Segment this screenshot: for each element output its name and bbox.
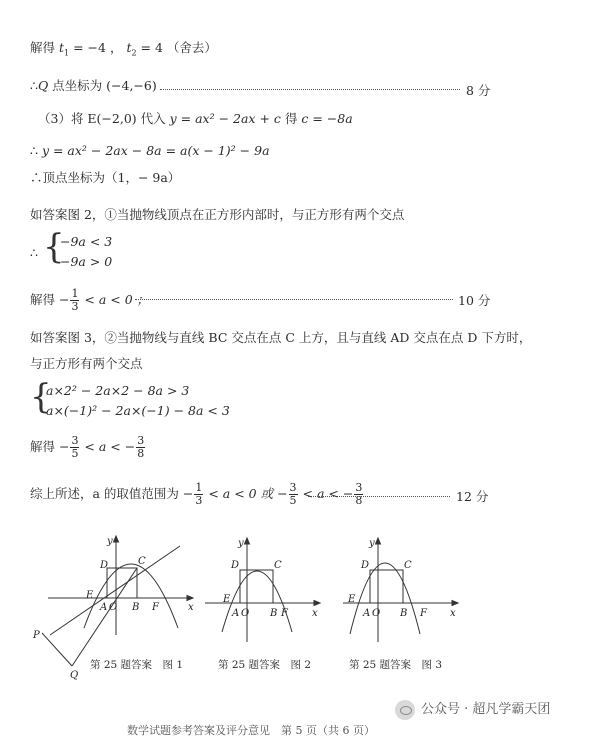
sub-2: 2 bbox=[131, 48, 137, 58]
label-c: C bbox=[274, 560, 282, 571]
square bbox=[240, 570, 273, 603]
system-1-row-1: −9a < 3 bbox=[60, 234, 113, 249]
case1-text: 如答案图 2，①当抛物线顶点在正方形内部时，与正方形有两个交点 bbox=[30, 207, 405, 222]
y-axis-label: y bbox=[369, 538, 375, 549]
fraction-1-3 bbox=[70, 288, 79, 313]
leader-dots bbox=[308, 496, 450, 497]
label-d: D bbox=[361, 560, 370, 571]
sub-1: 1 bbox=[64, 48, 70, 58]
solution-line-t-values bbox=[30, 40, 217, 62]
label-f: F bbox=[281, 608, 288, 619]
case-2-result bbox=[30, 435, 146, 460]
case-1-therefore: ∴ bbox=[30, 245, 38, 260]
label-e: E bbox=[86, 590, 94, 601]
solution-vertex-coordinates bbox=[30, 170, 180, 186]
label-o: O bbox=[109, 602, 118, 613]
case2-text-cont: 与正方形有两个交点 bbox=[30, 356, 143, 371]
square bbox=[370, 570, 403, 603]
case-2-intro-cont bbox=[30, 356, 143, 372]
range-text: < a < − bbox=[298, 486, 354, 501]
watermark-text: 公众号 · 超凡学霸天团 bbox=[421, 702, 551, 717]
numerator: 3 bbox=[137, 434, 145, 447]
solve-prefix: 解得 − bbox=[30, 439, 70, 454]
label-f: F bbox=[420, 608, 427, 619]
score-12: 12 分 bbox=[456, 489, 489, 504]
label-e: E bbox=[348, 594, 356, 605]
y-axis-arrow bbox=[376, 538, 381, 544]
system-1-row-2: −9a > 0 bbox=[60, 254, 113, 269]
eq-t2: = 4 （舍去） bbox=[136, 40, 217, 55]
case-1-intro bbox=[30, 207, 404, 223]
c-value: c = −8a bbox=[301, 111, 353, 126]
part3-mid: 得 bbox=[280, 111, 302, 126]
q-coordinate-text: 点坐标为 (−4,−6) bbox=[48, 78, 157, 93]
case2-text: 如答案图 3，②当抛物线与直线 BC 交点在点 C 上方，且与直线 AD 交点在点 D 下方时， bbox=[30, 330, 532, 345]
label-p: P bbox=[33, 630, 40, 641]
label-b: B bbox=[270, 608, 278, 619]
segment-pq bbox=[42, 633, 72, 666]
fraction-3-5 bbox=[289, 482, 298, 507]
wechat-logo-icon bbox=[395, 700, 415, 720]
system-2-row-2: a×(−1)² − 2a×(−1) − 8a < 3 bbox=[46, 403, 230, 418]
fraction-3-8 bbox=[354, 482, 363, 507]
x-axis-arrow bbox=[452, 601, 458, 606]
text-solve: 解得 bbox=[30, 40, 56, 55]
conclusion-prefix: 综上所述，a 的取值范围为 − bbox=[30, 486, 194, 501]
point-q-label: Q bbox=[37, 78, 49, 93]
label-a: A bbox=[232, 608, 240, 619]
leader-dots bbox=[135, 299, 453, 300]
x-axis-label: x bbox=[188, 602, 194, 613]
label-d: D bbox=[231, 560, 240, 571]
range-text: < a < 0 或 − bbox=[204, 486, 288, 501]
label-q: Q bbox=[70, 670, 79, 680]
final-conclusion bbox=[30, 482, 364, 507]
score-8: 8 分 bbox=[466, 83, 491, 98]
leader-dots bbox=[160, 89, 460, 90]
range-text: < a < − bbox=[80, 439, 136, 454]
label-a: A bbox=[100, 602, 108, 613]
therefore-symbol: ∴ bbox=[30, 78, 38, 93]
label-b: B bbox=[132, 602, 140, 613]
figure-2-caption: 第 25 题答案 图 2 bbox=[218, 659, 312, 671]
eq-t1: = −4 ， bbox=[69, 40, 123, 55]
label-f: F bbox=[152, 602, 159, 613]
solve-prefix: 解得 − bbox=[30, 292, 70, 307]
figure-3 bbox=[338, 530, 463, 645]
line-pq bbox=[50, 546, 180, 635]
range-text: < a < 0 ； bbox=[80, 292, 150, 307]
score-10: 10 分 bbox=[458, 293, 491, 308]
denominator: 3 bbox=[71, 300, 79, 313]
label-o: O bbox=[241, 608, 250, 619]
numerator: 1 bbox=[71, 287, 79, 300]
solution-line-q-coordinates bbox=[30, 78, 157, 94]
system-brace-1: { bbox=[43, 227, 65, 267]
label-a: A bbox=[363, 608, 371, 619]
figure-3-caption: 第 25 题答案 图 3 bbox=[349, 659, 443, 671]
denominator: 8 bbox=[137, 447, 145, 460]
y-axis-label: y bbox=[107, 536, 113, 547]
label-e: E bbox=[223, 594, 231, 605]
numerator: 1 bbox=[195, 481, 203, 494]
system-2-row-1: a×2² − 2a×2 − 8a > 3 bbox=[46, 383, 190, 398]
parabola bbox=[222, 571, 292, 632]
y-axis-label: y bbox=[238, 538, 244, 549]
denominator: 5 bbox=[289, 494, 297, 507]
page-footer: 数学试题参考答案及评分意见 第 5 页（共 6 页） bbox=[127, 724, 375, 737]
therefore-symbol: ∴ bbox=[30, 143, 42, 158]
numerator: 3 bbox=[355, 481, 363, 494]
var-t2: t bbox=[126, 40, 132, 55]
label-c: C bbox=[138, 556, 146, 567]
label-b: B bbox=[400, 608, 408, 619]
vertex-text: ∴顶点坐标为（1，− 9a） bbox=[30, 170, 181, 185]
figure-2 bbox=[200, 530, 325, 645]
numerator: 3 bbox=[71, 434, 79, 447]
solution-vertex-form bbox=[30, 143, 270, 159]
watermark bbox=[395, 698, 550, 720]
parabola bbox=[84, 564, 178, 628]
x-axis-label: x bbox=[450, 608, 456, 619]
segment-qc bbox=[72, 568, 140, 666]
parabola-formula: y = ax² − 2ax + c bbox=[169, 111, 281, 126]
var-t1: t bbox=[59, 40, 65, 55]
y-axis-arrow bbox=[114, 536, 119, 542]
y-axis-arrow bbox=[245, 538, 250, 544]
x-axis-label: x bbox=[312, 608, 318, 619]
part3-intro: （3）将 E(−2,0) 代入 bbox=[38, 111, 170, 126]
denominator: 3 bbox=[195, 494, 203, 507]
solution-part-3 bbox=[38, 111, 353, 127]
numerator: 3 bbox=[289, 481, 297, 494]
x-axis-arrow bbox=[314, 601, 320, 606]
system-brace-2: { bbox=[30, 377, 52, 417]
x-axis-arrow bbox=[187, 596, 193, 601]
parabola bbox=[350, 563, 420, 634]
vertex-form-formula: y = ax² − 2ax − 8a = a(x − 1)² − 9a bbox=[41, 143, 270, 158]
fraction-1-3 bbox=[194, 482, 203, 507]
case-1-result bbox=[30, 288, 149, 313]
label-d: D bbox=[100, 560, 109, 571]
fraction-3-5 bbox=[70, 435, 79, 460]
denominator: 5 bbox=[71, 447, 79, 460]
denominator: 8 bbox=[355, 494, 363, 507]
fraction-3-8 bbox=[136, 435, 145, 460]
label-c: C bbox=[404, 560, 412, 571]
case-2-intro bbox=[30, 330, 531, 346]
label-o: O bbox=[372, 608, 381, 619]
figure-1-caption: 第 25 题答案 图 1 bbox=[90, 659, 184, 671]
